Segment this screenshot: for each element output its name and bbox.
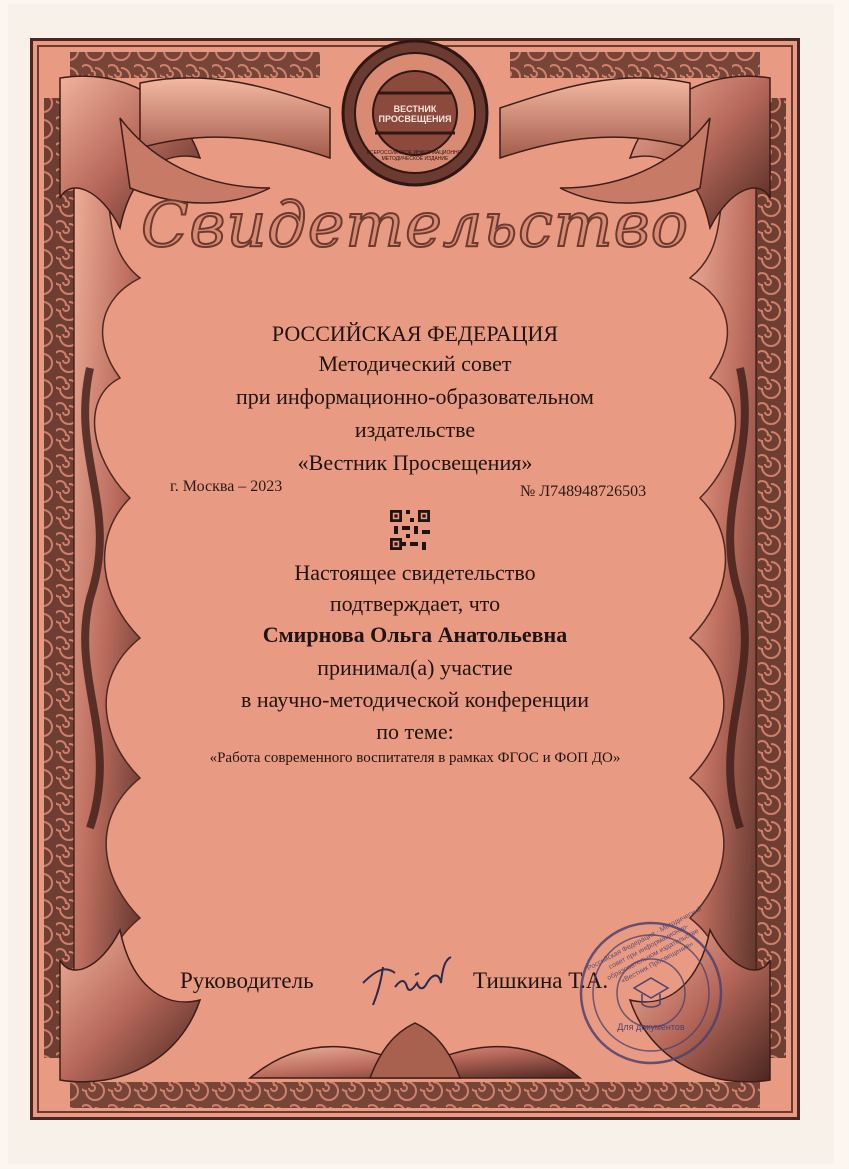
- conference-topic: «Работа современного воспитателя в рамках ФГОС и ФОП ДО»: [209, 750, 621, 766]
- handwritten-signature: [355, 953, 475, 1013]
- seal-ring-text: ВСЕРОССИЙСКОЕ ИНФОРМАЦИОННО-МЕТОДИЧЕСКОЕ ИЗДАНИЕ: [366, 150, 464, 162]
- participation-line-2: в научно-методической конференции: [240, 687, 590, 712]
- certificate-sheet: [30, 38, 800, 1120]
- certificate-number: № Л748948726503: [520, 483, 647, 500]
- signature-label: Руководитель: [180, 968, 314, 993]
- issuer-line-4: издательстве: [354, 417, 476, 442]
- body-line-1: Настоящее свидетельство: [294, 560, 536, 585]
- issuer-line-3: при информационно-образовательном: [236, 384, 594, 409]
- issuer-publisher: «Вестник Просвещения»: [297, 450, 533, 475]
- stamp-center-text: Для документов: [617, 1022, 685, 1032]
- qr-code-icon: [390, 510, 430, 550]
- certificate-title: Свидетельство: [140, 188, 690, 261]
- participation-line-1: принимал(а) участие: [317, 655, 513, 680]
- signer-name: Тишкина Т.А.: [473, 968, 609, 993]
- city-year: г. Москва – 2023: [170, 478, 283, 495]
- stamp-ring-text: Российская Федерация · Методический совет при информационно-образовательном издательстве «Вестник Просвещения»: [586, 905, 704, 985]
- issuer-council: Методический совет: [318, 351, 512, 376]
- participation-line-3: по теме:: [376, 719, 454, 744]
- issuer-country: РОССИЙСКАЯ ФЕДЕРАЦИЯ: [271, 321, 559, 346]
- recipient-name: Смирнова Ольга Анатольевна: [262, 622, 568, 647]
- seal-center-text: ВЕСТНИК ПРОСВЕЩЕНИЯ: [378, 104, 452, 124]
- body-line-2: подтверждает, что: [329, 591, 501, 616]
